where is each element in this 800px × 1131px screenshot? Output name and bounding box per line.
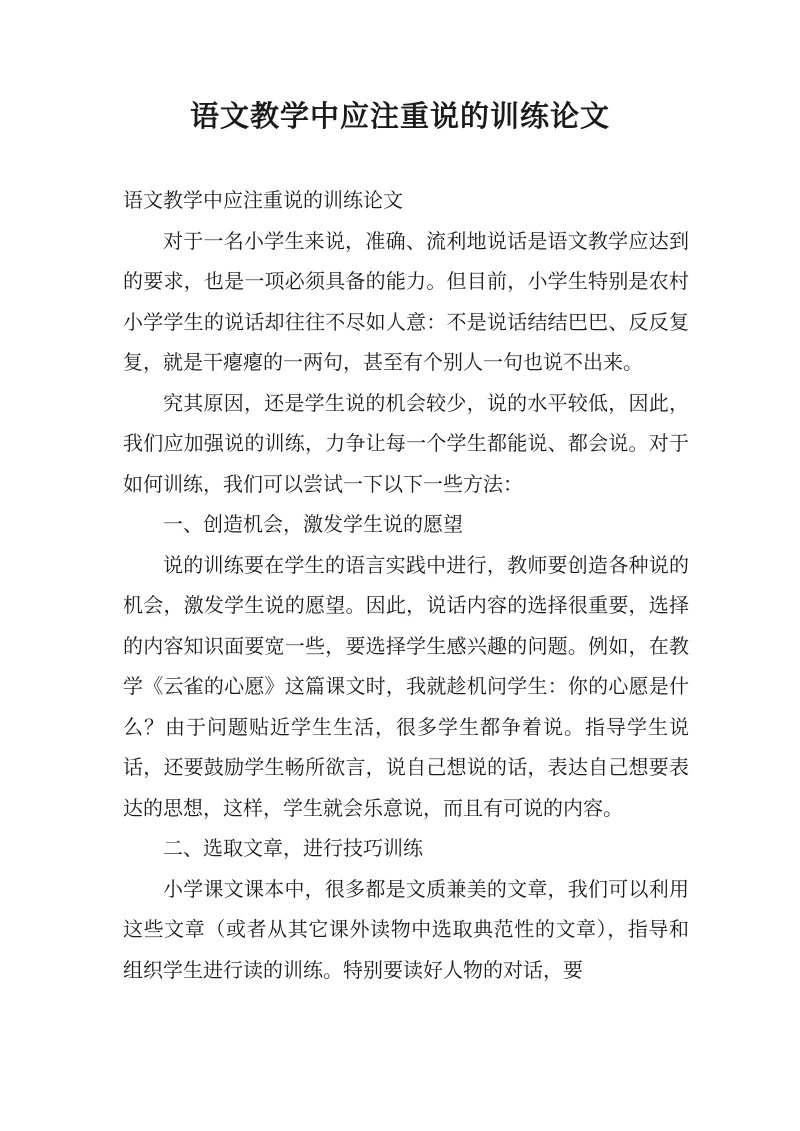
document-body — [123, 180, 689, 990]
section-heading: 二、选取文章，进行技巧训练 — [163, 836, 423, 860]
document-title: 语文教学中应注重说的训练论文 — [189, 99, 610, 133]
paragraph: 究其原因，还是学生说的机会较少，说的水平较低，因此，我们应加强说的训练，力争让每一个学生都能说、都会说。对于如何训练，我们可以尝试一下以下一些方法： — [123, 390, 689, 496]
section-heading: 一、创造机会，激发学生说的愿望 — [163, 512, 463, 536]
paragraph: 小学课文课本中，很多都是文质兼美的文章，我们可以利用这些文章（或者从其它课外读物中选取典范性的文章），指导和组织学生进行读的训练。特别要读好人物的对话，要 — [123, 876, 689, 982]
paragraph: 说的训练要在学生的语言实践中进行，教师要创造各种说的机会，激发学生说的愿望。因此，说话内容的选择很重要，选择的内容知识面要宽一些，要选择学生感兴趣的问题。例如，在教学《云雀的心愿》这篇课文时，我就趁机问学生：你的心愿是什么？由于问题贴近学生生活，很多学生都争着说。指导学生说话，还要鼓励学生畅所欲言，说自己想说的话，表达自己想要表达的思想，这样，学生就会乐意说，而且有可说的内容。 — [123, 552, 689, 820]
paragraph: 对于一名小学生来说，准确、流利地说话是语文教学应达到的要求，也是一项必须具备的能力。但目前，小学生特别是农村小学学生的说话却往往不尽如人意：不是说话结结巴巴、反反复复，就是干瘪瘪的一两句，甚至有个别人一句也说不出来。 — [123, 228, 689, 374]
paragraph-subtitle: 语文教学中应注重说的训练论文 — [123, 188, 403, 212]
